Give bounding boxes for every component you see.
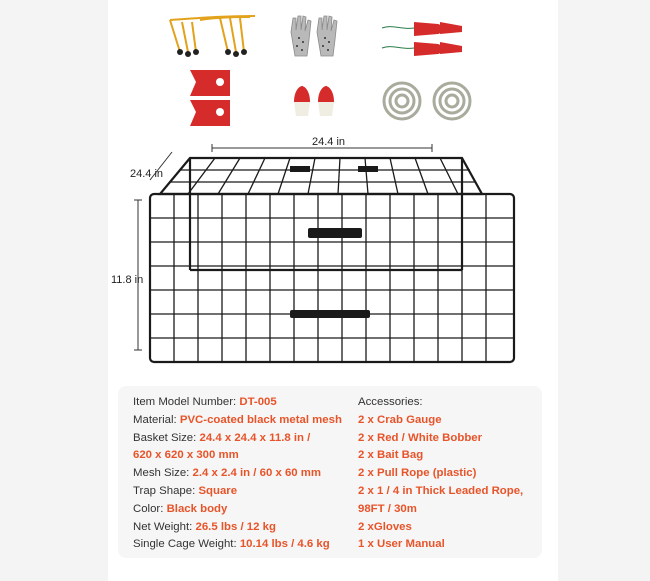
spec-color xyxy=(133,501,353,519)
crab-trap-cage xyxy=(140,150,530,378)
accessory-item: 2 x Pull Rope (plastic) xyxy=(358,467,477,480)
spec-item-model xyxy=(133,394,353,412)
specifications-card xyxy=(118,386,542,558)
accessory-item: 98FT / 30m xyxy=(358,502,417,515)
spec-value: 10.14 lbs / 4.6 kg xyxy=(239,538,330,551)
spec-value: PVC-coated black metal mesh xyxy=(179,413,342,426)
accessory-item: 2 x Bait Bag xyxy=(358,449,424,462)
spec-label: Single Cage Weight: xyxy=(133,538,237,551)
rope-coil-icon xyxy=(380,80,478,122)
spec-value: DT-005 xyxy=(239,396,277,408)
height-label: 11.8 in xyxy=(111,274,144,286)
red-bracket-icon xyxy=(186,68,242,128)
spec-label: Trap Shape: xyxy=(133,484,196,497)
spec-basket-size-metric xyxy=(133,447,353,465)
spec-label: Material: xyxy=(133,413,177,426)
spec-label: Mesh Size: xyxy=(133,467,190,480)
spec-trap-shape xyxy=(133,483,353,501)
spec-label: Item Model Number: xyxy=(133,396,237,408)
spec-value: 24.4 x 24.4 x 11.8 in / xyxy=(199,431,311,444)
bait-bag-icon xyxy=(378,20,468,60)
accessories-title: Accessories: xyxy=(358,396,423,408)
accessory-item: 2 xGloves xyxy=(358,520,412,533)
spec-value: 26.5 lbs / 12 kg xyxy=(195,520,276,533)
spec-label: Color: xyxy=(133,502,164,515)
spec-label: Basket Size: xyxy=(133,431,197,444)
spec-value: Black body xyxy=(166,502,228,515)
spec-mesh-size xyxy=(133,465,353,483)
crab-gauge-icon xyxy=(160,12,260,62)
accessory-item: 2 x Red / White Bobber xyxy=(358,431,483,444)
accessory-item: 1 x User Manual xyxy=(358,538,445,551)
specifications-column xyxy=(133,394,353,554)
spec-basket-size xyxy=(133,430,353,448)
gloves-icon xyxy=(287,12,343,60)
spec-label: Net Weight: xyxy=(133,520,193,533)
spec-net-weight xyxy=(133,519,353,537)
accessory-item: 2 x Crab Gauge xyxy=(358,413,442,426)
spec-material xyxy=(133,412,353,430)
top-width-label: 24.4 in xyxy=(312,136,346,148)
red-white-bobber-icon xyxy=(288,84,342,120)
spec-value: Square xyxy=(198,484,238,497)
depth-label: 24.4 in xyxy=(130,168,164,180)
accessories-column xyxy=(358,394,542,554)
spec-value: 2.4 x 2.4 in / 60 x 60 mm xyxy=(192,467,322,480)
accessory-item: 2 x 1 / 4 in Thick Leaded Rope, xyxy=(358,484,524,497)
spec-single-cage-weight xyxy=(133,536,353,554)
spec-value: 620 x 620 x 300 mm xyxy=(133,449,239,462)
